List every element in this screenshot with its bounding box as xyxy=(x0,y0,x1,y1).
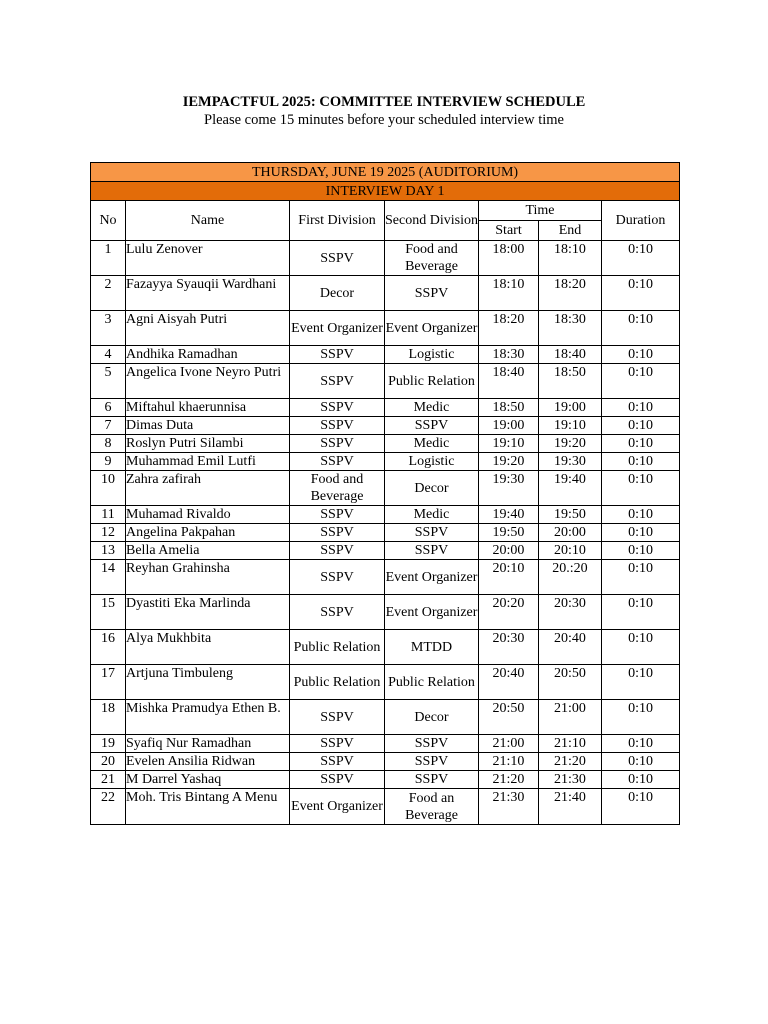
cell-no: 8 xyxy=(91,435,126,453)
page-title: IEMPACTFUL 2025: COMMITTEE INTERVIEW SCHEDULE xyxy=(182,94,586,110)
cell-start: 19:10 xyxy=(479,435,539,453)
cell-end: 21:40 xyxy=(539,789,602,825)
cell-no: 12 xyxy=(91,524,126,542)
cell-second-division: SSPV xyxy=(385,771,479,789)
cell-first-division: SSPV xyxy=(290,435,385,453)
cell-duration: 0:10 xyxy=(602,311,680,346)
cell-second-division: Medic xyxy=(385,506,479,524)
cell-start: 20:10 xyxy=(479,560,539,595)
cell-duration: 0:10 xyxy=(602,665,680,700)
col-header-no: No xyxy=(91,201,126,241)
cell-name: Roslyn Putri Silambi xyxy=(126,435,290,453)
cell-name: Mishka Pramudya Ethen B. xyxy=(126,700,290,735)
cell-second-division: Logistic xyxy=(385,453,479,471)
cell-second-division: SSPV xyxy=(385,735,479,753)
cell-end: 21:10 xyxy=(539,735,602,753)
cell-start: 19:40 xyxy=(479,506,539,524)
cell-first-division: Event Organizer xyxy=(290,311,385,346)
cell-end: 19:30 xyxy=(539,453,602,471)
table-row xyxy=(91,560,680,595)
cell-start: 18:40 xyxy=(479,364,539,399)
table-row xyxy=(91,789,680,825)
table-row xyxy=(91,435,680,453)
cell-first-division: SSPV xyxy=(290,399,385,417)
cell-no: 11 xyxy=(91,506,126,524)
cell-start: 18:50 xyxy=(479,399,539,417)
schedule-body xyxy=(91,241,680,825)
cell-name: Muhamad Rivaldo xyxy=(126,506,290,524)
cell-second-division: Decor xyxy=(385,700,479,735)
cell-duration: 0:10 xyxy=(602,471,680,506)
cell-no: 18 xyxy=(91,700,126,735)
cell-first-division: SSPV xyxy=(290,771,385,789)
cell-name: Zahra zafirah xyxy=(126,471,290,506)
cell-end: 21:20 xyxy=(539,753,602,771)
cell-first-division: SSPV xyxy=(290,364,385,399)
cell-duration: 0:10 xyxy=(602,753,680,771)
cell-first-division: Public Relation xyxy=(290,665,385,700)
cell-end: 21:00 xyxy=(539,700,602,735)
cell-end: 19:20 xyxy=(539,435,602,453)
cell-duration: 0:10 xyxy=(602,771,680,789)
cell-end: 18:50 xyxy=(539,364,602,399)
day-label: INTERVIEW DAY 1 xyxy=(91,182,680,201)
cell-start: 18:30 xyxy=(479,346,539,364)
cell-start: 21:10 xyxy=(479,753,539,771)
cell-name: Angelica Ivone Neyro Putri xyxy=(126,364,290,399)
col-header-duration: Duration xyxy=(602,201,680,241)
table-row xyxy=(91,453,680,471)
cell-name: Agni Aisyah Putri xyxy=(126,311,290,346)
cell-end: 18:30 xyxy=(539,311,602,346)
col-header-end: End xyxy=(539,221,602,241)
cell-no: 7 xyxy=(91,417,126,435)
cell-no: 13 xyxy=(91,542,126,560)
cell-name: Muhammad Emil Lutfi xyxy=(126,453,290,471)
cell-end: 20:40 xyxy=(539,630,602,665)
cell-start: 18:00 xyxy=(479,241,539,276)
table-row xyxy=(91,700,680,735)
table-row xyxy=(91,399,680,417)
cell-no: 14 xyxy=(91,560,126,595)
cell-first-division: SSPV xyxy=(290,753,385,771)
table-row xyxy=(91,753,680,771)
cell-name: Dyastiti Eka Marlinda xyxy=(126,595,290,630)
cell-second-division: Event Organizer xyxy=(385,595,479,630)
cell-no: 21 xyxy=(91,771,126,789)
cell-no: 22 xyxy=(91,789,126,825)
cell-first-division: Food and Beverage xyxy=(290,471,385,506)
cell-start: 20:20 xyxy=(479,595,539,630)
cell-second-division: SSPV xyxy=(385,276,479,311)
cell-duration: 0:10 xyxy=(602,241,680,276)
cell-end: 18:10 xyxy=(539,241,602,276)
cell-duration: 0:10 xyxy=(602,524,680,542)
cell-end: 20:00 xyxy=(539,524,602,542)
cell-name: Dimas Duta xyxy=(126,417,290,435)
day-banner: THURSDAY, JUNE 19 2025 (AUDITORIUM) xyxy=(91,163,680,182)
col-header-first-division: First Division xyxy=(290,201,385,241)
cell-duration: 0:10 xyxy=(602,595,680,630)
cell-second-division: Public Relation xyxy=(385,364,479,399)
col-header-second-division: Second Division xyxy=(385,201,479,241)
cell-start: 19:30 xyxy=(479,471,539,506)
cell-second-division: Medic xyxy=(385,435,479,453)
table-row xyxy=(91,735,680,753)
cell-end: 19:00 xyxy=(539,399,602,417)
cell-start: 20:40 xyxy=(479,665,539,700)
cell-no: 5 xyxy=(91,364,126,399)
cell-end: 18:40 xyxy=(539,346,602,364)
interview-schedule-table xyxy=(90,162,680,825)
table-row xyxy=(91,241,680,276)
cell-name: Artjuna Timbuleng xyxy=(126,665,290,700)
cell-duration: 0:10 xyxy=(602,542,680,560)
cell-name: Angelina Pakpahan xyxy=(126,524,290,542)
cell-end: 18:20 xyxy=(539,276,602,311)
cell-duration: 0:10 xyxy=(602,417,680,435)
cell-first-division: SSPV xyxy=(290,506,385,524)
cell-first-division: SSPV xyxy=(290,241,385,276)
cell-name: Reyhan Grahinsha xyxy=(126,560,290,595)
cell-second-division: Public Relation xyxy=(385,665,479,700)
cell-first-division: Event Organizer xyxy=(290,789,385,825)
cell-no: 10 xyxy=(91,471,126,506)
cell-name: Fazayya Syauqii Wardhani xyxy=(126,276,290,311)
cell-start: 21:30 xyxy=(479,789,539,825)
cell-no: 2 xyxy=(91,276,126,311)
cell-duration: 0:10 xyxy=(602,346,680,364)
col-header-name: Name xyxy=(126,201,290,241)
cell-name: M Darrel Yashaq xyxy=(126,771,290,789)
cell-second-division: SSPV xyxy=(385,524,479,542)
cell-duration: 0:10 xyxy=(602,399,680,417)
cell-first-division: SSPV xyxy=(290,735,385,753)
cell-first-division: SSPV xyxy=(290,524,385,542)
cell-second-division: SSPV xyxy=(385,542,479,560)
cell-duration: 0:10 xyxy=(602,276,680,311)
cell-start: 20:50 xyxy=(479,700,539,735)
cell-first-division: SSPV xyxy=(290,346,385,364)
cell-second-division: Food and Beverage xyxy=(385,241,479,276)
table-row xyxy=(91,471,680,506)
page-subtitle: Please come 15 minutes before your scheduled interview time xyxy=(204,112,564,128)
cell-no: 4 xyxy=(91,346,126,364)
table-row xyxy=(91,417,680,435)
cell-end: 20:10 xyxy=(539,542,602,560)
cell-name: Syafiq Nur Ramadhan xyxy=(126,735,290,753)
cell-name: Lulu Zenover xyxy=(126,241,290,276)
cell-second-division: Food an Beverage xyxy=(385,789,479,825)
day-label-row xyxy=(91,182,680,201)
cell-second-division: Logistic xyxy=(385,346,479,364)
cell-second-division: SSPV xyxy=(385,753,479,771)
cell-second-division: MTDD xyxy=(385,630,479,665)
cell-start: 20:00 xyxy=(479,542,539,560)
table-row xyxy=(91,665,680,700)
cell-end: 20.:20 xyxy=(539,560,602,595)
cell-name: Moh. Tris Bintang A Menu xyxy=(126,789,290,825)
cell-start: 19:00 xyxy=(479,417,539,435)
day-banner-row xyxy=(91,163,680,182)
cell-end: 19:40 xyxy=(539,471,602,506)
cell-duration: 0:10 xyxy=(602,506,680,524)
cell-start: 21:20 xyxy=(479,771,539,789)
cell-second-division: Decor xyxy=(385,471,479,506)
cell-no: 3 xyxy=(91,311,126,346)
header-row xyxy=(91,201,680,221)
cell-end: 19:10 xyxy=(539,417,602,435)
cell-no: 6 xyxy=(91,399,126,417)
cell-name: Miftahul khaerunnisa xyxy=(126,399,290,417)
cell-start: 19:20 xyxy=(479,453,539,471)
cell-end: 21:30 xyxy=(539,771,602,789)
cell-first-division: Public Relation xyxy=(290,630,385,665)
table-row xyxy=(91,771,680,789)
cell-name: Andhika Ramadhan xyxy=(126,346,290,364)
cell-end: 20:50 xyxy=(539,665,602,700)
cell-duration: 0:10 xyxy=(602,453,680,471)
cell-first-division: SSPV xyxy=(290,542,385,560)
col-header-start: Start xyxy=(479,221,539,241)
cell-second-division: Medic xyxy=(385,399,479,417)
table-row xyxy=(91,346,680,364)
cell-duration: 0:10 xyxy=(602,700,680,735)
cell-no: 1 xyxy=(91,241,126,276)
cell-name: Bella Amelia xyxy=(126,542,290,560)
table-row xyxy=(91,595,680,630)
cell-no: 9 xyxy=(91,453,126,471)
table-row xyxy=(91,276,680,311)
cell-no: 15 xyxy=(91,595,126,630)
table-row xyxy=(91,506,680,524)
table-row xyxy=(91,524,680,542)
cell-first-division: SSPV xyxy=(290,417,385,435)
cell-first-division: SSPV xyxy=(290,700,385,735)
table-row xyxy=(91,542,680,560)
cell-start: 18:20 xyxy=(479,311,539,346)
cell-start: 19:50 xyxy=(479,524,539,542)
cell-duration: 0:10 xyxy=(602,435,680,453)
cell-no: 20 xyxy=(91,753,126,771)
cell-first-division: SSPV xyxy=(290,560,385,595)
cell-start: 20:30 xyxy=(479,630,539,665)
table-row xyxy=(91,364,680,399)
cell-second-division: Event Organizer xyxy=(385,560,479,595)
cell-duration: 0:10 xyxy=(602,364,680,399)
cell-duration: 0:10 xyxy=(602,789,680,825)
cell-duration: 0:10 xyxy=(602,560,680,595)
cell-first-division: SSPV xyxy=(290,595,385,630)
table-row xyxy=(91,630,680,665)
cell-second-division: Event Organizer xyxy=(385,311,479,346)
cell-duration: 0:10 xyxy=(602,735,680,753)
cell-end: 20:30 xyxy=(539,595,602,630)
cell-duration: 0:10 xyxy=(602,630,680,665)
cell-start: 21:00 xyxy=(479,735,539,753)
cell-no: 16 xyxy=(91,630,126,665)
col-header-time: Time xyxy=(479,201,602,221)
cell-first-division: Decor xyxy=(290,276,385,311)
cell-no: 17 xyxy=(91,665,126,700)
cell-first-division: SSPV xyxy=(290,453,385,471)
cell-name: Evelen Ansilia Ridwan xyxy=(126,753,290,771)
table-row xyxy=(91,311,680,346)
cell-second-division: SSPV xyxy=(385,417,479,435)
cell-start: 18:10 xyxy=(479,276,539,311)
cell-no: 19 xyxy=(91,735,126,753)
cell-name: Alya Mukhbita xyxy=(126,630,290,665)
cell-end: 19:50 xyxy=(539,506,602,524)
